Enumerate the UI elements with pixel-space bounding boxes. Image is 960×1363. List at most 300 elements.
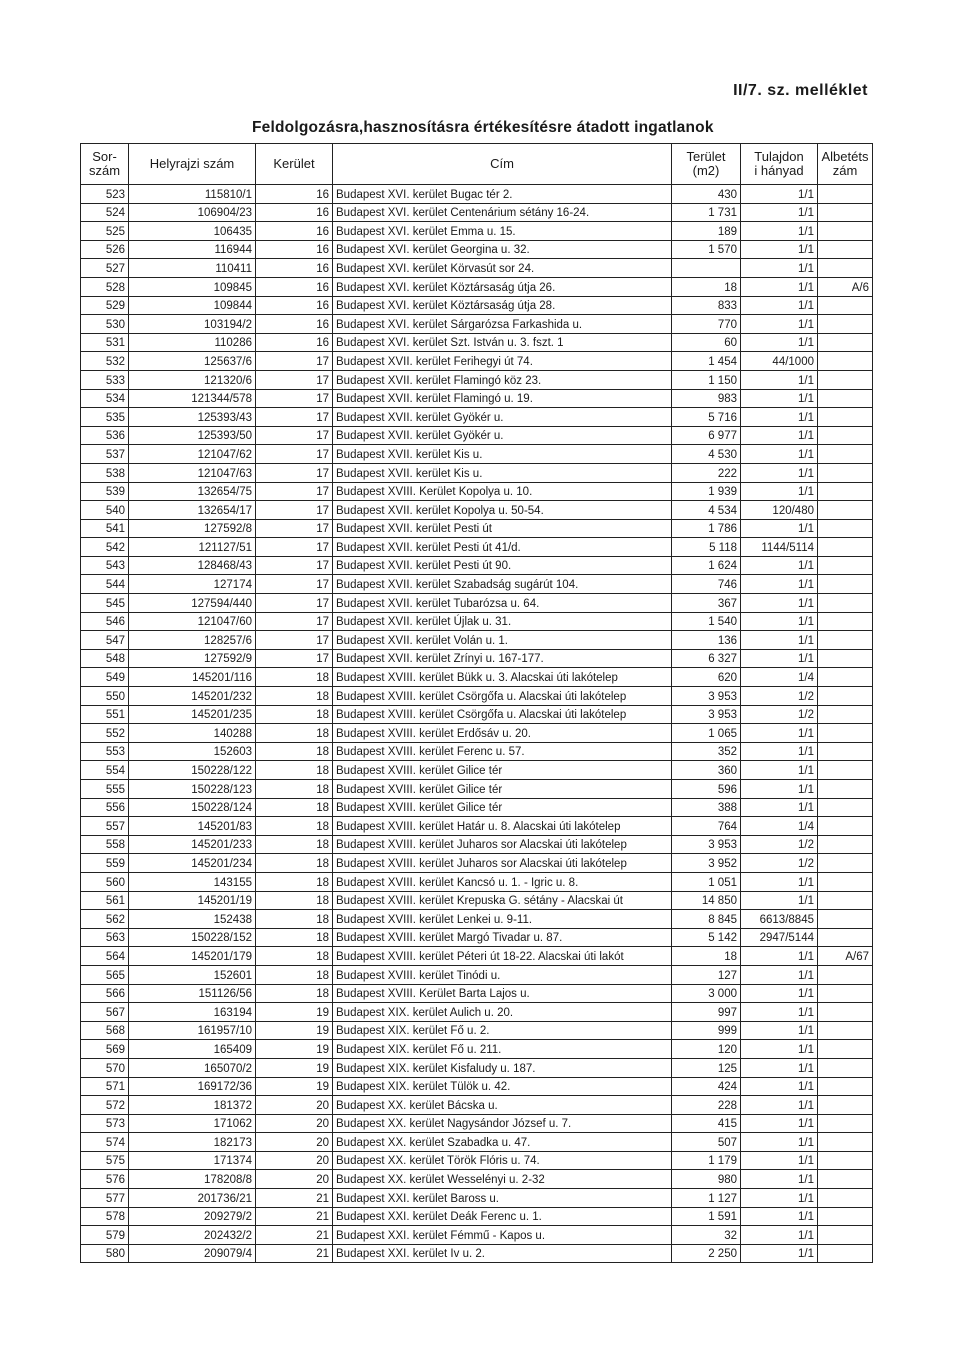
row-area: 764: [672, 817, 741, 836]
row-address: Budapest XIX. kerület Fő u. 2.: [333, 1021, 672, 1040]
row-kerulet: 19: [256, 1058, 333, 1077]
row-hrsz: 145201/179: [129, 947, 256, 966]
row-hrsz: 150228/152: [129, 928, 256, 947]
row-address: Budapest XVIII. Kerület Kopolya u. 10.: [333, 482, 672, 501]
row-address: Budapest XVI. kerület Bugac tér 2.: [333, 185, 672, 204]
table-row: [81, 1151, 873, 1170]
row-address: Budapest XVI. kerület Sárgarózsa Farkashida u.: [333, 315, 672, 334]
table-row: [81, 538, 873, 557]
table-row: [81, 1170, 873, 1189]
table-row: [81, 1003, 873, 1022]
row-ownership: 1/1: [741, 724, 818, 743]
table-row: [81, 1133, 873, 1152]
row-albetet: [818, 203, 873, 222]
row-kerulet: 18: [256, 891, 333, 910]
table-row: [81, 389, 873, 408]
row-area: 3 000: [672, 984, 741, 1003]
row-albetet: [818, 594, 873, 613]
table-row: [81, 203, 873, 222]
row-area: 5 716: [672, 408, 741, 427]
row-ownership: 1/1: [741, 1096, 818, 1115]
row-address: Budapest XVIII. kerület Tinódi u.: [333, 965, 672, 984]
property-table: [80, 143, 873, 1263]
row-address: Budapest XIX. kerület Fő u. 211.: [333, 1040, 672, 1059]
row-hrsz: 182173: [129, 1133, 256, 1152]
row-albetet: [818, 780, 873, 799]
row-albetet: [818, 984, 873, 1003]
row-address: Budapest XVII. kerület Tubarózsa u. 64.: [333, 594, 672, 613]
row-hrsz: 145201/232: [129, 687, 256, 706]
row-address: Budapest XVIII. kerület Csörgőfa u. Alacskai úti lakótelep: [333, 687, 672, 706]
table-row: [81, 408, 873, 427]
row-hrsz: 163194: [129, 1003, 256, 1022]
row-kerulet: 18: [256, 705, 333, 724]
table-row: [81, 1077, 873, 1096]
row-kerulet: 16: [256, 240, 333, 259]
row-address: Budapest XXI. kerület Baross u.: [333, 1189, 672, 1208]
row-address: Budapest XXI. kerület Iv u. 2.: [333, 1244, 672, 1263]
row-area: 14 850: [672, 891, 741, 910]
row-number: 577: [81, 1189, 129, 1208]
row-hrsz: 171374: [129, 1151, 256, 1170]
row-kerulet: 18: [256, 835, 333, 854]
row-albetet: [818, 1244, 873, 1263]
row-hrsz: 121320/6: [129, 370, 256, 389]
row-albetet: [818, 426, 873, 445]
row-albetet: [818, 1003, 873, 1022]
row-kerulet: 20: [256, 1151, 333, 1170]
row-number: 550: [81, 687, 129, 706]
row-address: Budapest XVI. kerület Köztársaság útja 26.: [333, 277, 672, 296]
row-area: 1 786: [672, 519, 741, 538]
row-address: Budapest XVIII. Kerület Barta Lajos u.: [333, 984, 672, 1003]
row-ownership: 44/1000: [741, 352, 818, 371]
row-area: 125: [672, 1058, 741, 1077]
row-address: Budapest XVII. kerület Gyökér u.: [333, 408, 672, 427]
row-ownership: 2947/5144: [741, 928, 818, 947]
row-albetet: [818, 408, 873, 427]
row-albetet: [818, 575, 873, 594]
row-number: 574: [81, 1133, 129, 1152]
table-row: [81, 928, 873, 947]
row-number: 531: [81, 333, 129, 352]
row-hrsz: 201736/21: [129, 1189, 256, 1208]
row-area: 1 731: [672, 203, 741, 222]
row-ownership: 1/1: [741, 277, 818, 296]
row-address: Budapest XVII. kerület Flamingó köz 23.: [333, 370, 672, 389]
row-ownership: 1/1: [741, 1244, 818, 1263]
row-hrsz: 125393/43: [129, 408, 256, 427]
row-hrsz: 161957/10: [129, 1021, 256, 1040]
row-number: 575: [81, 1151, 129, 1170]
table-row: [81, 872, 873, 891]
row-hrsz: 121344/578: [129, 389, 256, 408]
row-hrsz: 202432/2: [129, 1226, 256, 1245]
table-row: [81, 668, 873, 687]
row-hrsz: 209279/2: [129, 1207, 256, 1226]
row-albetet: [818, 817, 873, 836]
row-albetet: [818, 333, 873, 352]
row-number: 561: [81, 891, 129, 910]
table-row: [81, 1189, 873, 1208]
row-hrsz: 110411: [129, 259, 256, 278]
row-address: Budapest XX. kerület Török Flóris u. 74.: [333, 1151, 672, 1170]
row-address: Budapest XVII. kerület Újlak u. 31.: [333, 612, 672, 631]
row-area: 3 953: [672, 835, 741, 854]
row-number: 556: [81, 798, 129, 817]
row-ownership: 1/1: [741, 370, 818, 389]
row-number: 578: [81, 1207, 129, 1226]
row-albetet: [818, 761, 873, 780]
row-ownership: 1/1: [741, 259, 818, 278]
row-albetet: [818, 501, 873, 520]
row-number: 525: [81, 222, 129, 241]
row-hrsz: 181372: [129, 1096, 256, 1115]
table-row: [81, 370, 873, 389]
header-albetet: Albetéts zám: [818, 144, 873, 185]
row-albetet: [818, 1226, 873, 1245]
row-albetet: [818, 1114, 873, 1133]
row-kerulet: 17: [256, 426, 333, 445]
row-address: Budapest XVI. kerület Körvasút sor 24.: [333, 259, 672, 278]
table-row: [81, 910, 873, 929]
row-ownership: 1/2: [741, 705, 818, 724]
table-row: [81, 649, 873, 668]
row-hrsz: 127592/8: [129, 519, 256, 538]
row-hrsz: 121047/63: [129, 463, 256, 482]
row-area: 430: [672, 185, 741, 204]
row-hrsz: 209079/4: [129, 1244, 256, 1263]
table-row: [81, 445, 873, 464]
row-address: Budapest XVIII. kerület Juharos sor Alacskai úti lakótelep: [333, 854, 672, 873]
row-kerulet: 17: [256, 482, 333, 501]
header-kerulet: Kerület: [256, 144, 333, 185]
row-ownership: 1/1: [741, 463, 818, 482]
row-ownership: 1/1: [741, 761, 818, 780]
row-number: 572: [81, 1096, 129, 1115]
row-address: Budapest XVII. kerület Ferihegyi út 74.: [333, 352, 672, 371]
row-area: 136: [672, 631, 741, 650]
row-area: 4 530: [672, 445, 741, 464]
row-ownership: 1144/5114: [741, 538, 818, 557]
row-number: 530: [81, 315, 129, 334]
table-row: [81, 1096, 873, 1115]
row-ownership: 1/1: [741, 742, 818, 761]
row-kerulet: 18: [256, 742, 333, 761]
row-ownership: 1/1: [741, 1003, 818, 1022]
row-hrsz: 171062: [129, 1114, 256, 1133]
row-area: 1 624: [672, 556, 741, 575]
row-kerulet: 21: [256, 1189, 333, 1208]
row-address: Budapest XVII. kerület Pesti út 41/d.: [333, 538, 672, 557]
table-row: [81, 780, 873, 799]
row-area: 5 118: [672, 538, 741, 557]
table-row: [81, 742, 873, 761]
row-number: 553: [81, 742, 129, 761]
row-area: 18: [672, 947, 741, 966]
row-ownership: 1/1: [741, 185, 818, 204]
row-number: 559: [81, 854, 129, 873]
row-hrsz: 151126/56: [129, 984, 256, 1003]
row-number: 541: [81, 519, 129, 538]
row-ownership: 120/480: [741, 501, 818, 520]
row-number: 532: [81, 352, 129, 371]
row-number: 539: [81, 482, 129, 501]
row-albetet: [818, 724, 873, 743]
row-kerulet: 17: [256, 594, 333, 613]
row-number: 565: [81, 965, 129, 984]
row-address: Budapest XVII. kerület Pesti út 90.: [333, 556, 672, 575]
row-kerulet: 17: [256, 352, 333, 371]
table-row: [81, 891, 873, 910]
row-kerulet: 17: [256, 370, 333, 389]
row-ownership: 1/1: [741, 333, 818, 352]
table-row: [81, 798, 873, 817]
row-number: 568: [81, 1021, 129, 1040]
row-area: 3 952: [672, 854, 741, 873]
row-number: 555: [81, 780, 129, 799]
row-area: 1 540: [672, 612, 741, 631]
row-number: 527: [81, 259, 129, 278]
row-albetet: [818, 891, 873, 910]
row-albetet: [818, 1040, 873, 1059]
row-ownership: 1/1: [741, 389, 818, 408]
row-hrsz: 109844: [129, 296, 256, 315]
row-ownership: 1/1: [741, 1189, 818, 1208]
row-number: 544: [81, 575, 129, 594]
row-number: 548: [81, 649, 129, 668]
row-number: 533: [81, 370, 129, 389]
row-address: Budapest XVI. kerület Emma u. 15.: [333, 222, 672, 241]
row-kerulet: 20: [256, 1096, 333, 1115]
row-ownership: 1/1: [741, 482, 818, 501]
table-header-row: [81, 144, 873, 185]
row-address: Budapest XIX. kerület Aulich u. 20.: [333, 1003, 672, 1022]
table-row: [81, 1114, 873, 1133]
row-kerulet: 18: [256, 780, 333, 799]
row-kerulet: 17: [256, 408, 333, 427]
row-number: 523: [81, 185, 129, 204]
table-row: [81, 1244, 873, 1263]
row-ownership: 1/1: [741, 594, 818, 613]
row-kerulet: 16: [256, 222, 333, 241]
row-address: Budapest XVIII. kerület Krepuska G. sétány - Alacskai út: [333, 891, 672, 910]
row-area: 997: [672, 1003, 741, 1022]
table-row: [81, 705, 873, 724]
table-row: [81, 1226, 873, 1245]
row-number: 535: [81, 408, 129, 427]
row-address: Budapest XVII. kerület Kis u.: [333, 463, 672, 482]
row-ownership: 1/1: [741, 296, 818, 315]
row-number: 537: [81, 445, 129, 464]
table-row: [81, 1021, 873, 1040]
row-address: Budapest XVIII. kerület Margó Tivadar u. 87.: [333, 928, 672, 947]
row-ownership: 1/1: [741, 1170, 818, 1189]
row-ownership: 1/1: [741, 872, 818, 891]
table-row: [81, 835, 873, 854]
row-ownership: 1/1: [741, 780, 818, 799]
table-row: [81, 1207, 873, 1226]
table-row: [81, 984, 873, 1003]
row-kerulet: 21: [256, 1244, 333, 1263]
table-row: [81, 1058, 873, 1077]
table-row: [81, 482, 873, 501]
row-number: 576: [81, 1170, 129, 1189]
row-area: 127: [672, 965, 741, 984]
row-kerulet: 16: [256, 296, 333, 315]
row-albetet: [818, 742, 873, 761]
row-address: Budapest XX. kerület Bácska u.: [333, 1096, 672, 1115]
row-address: Budapest XVII. kerület Pesti út: [333, 519, 672, 538]
row-kerulet: 17: [256, 538, 333, 557]
row-albetet: [818, 631, 873, 650]
row-area: 833: [672, 296, 741, 315]
header-terulet: Terület (m2): [672, 144, 741, 185]
row-hrsz: 143155: [129, 872, 256, 891]
row-address: Budapest XX. kerület Nagysándor József u. 7.: [333, 1114, 672, 1133]
row-hrsz: 169172/36: [129, 1077, 256, 1096]
row-hrsz: 150228/124: [129, 798, 256, 817]
row-kerulet: 17: [256, 649, 333, 668]
table-row: [81, 612, 873, 631]
row-kerulet: 21: [256, 1226, 333, 1245]
row-number: 569: [81, 1040, 129, 1059]
row-hrsz: 127174: [129, 575, 256, 594]
row-kerulet: 16: [256, 333, 333, 352]
row-hrsz: 128257/6: [129, 631, 256, 650]
row-albetet: [818, 1021, 873, 1040]
table-row: [81, 817, 873, 836]
row-area: 1 150: [672, 370, 741, 389]
row-number: 538: [81, 463, 129, 482]
row-area: 120: [672, 1040, 741, 1059]
row-area: 18: [672, 277, 741, 296]
row-hrsz: 132654/17: [129, 501, 256, 520]
row-albetet: A/67: [818, 947, 873, 966]
row-hrsz: 178208/8: [129, 1170, 256, 1189]
row-kerulet: 18: [256, 872, 333, 891]
row-address: Budapest XVIII. kerület Juharos sor Alacskai úti lakótelep: [333, 835, 672, 854]
row-ownership: 1/1: [741, 965, 818, 984]
header-sorszam: Sor- szám: [81, 144, 129, 185]
row-albetet: [818, 445, 873, 464]
row-albetet: [818, 482, 873, 501]
row-albetet: [818, 1133, 873, 1152]
row-hrsz: 152438: [129, 910, 256, 929]
row-number: 552: [81, 724, 129, 743]
table-row: [81, 631, 873, 650]
row-number: 571: [81, 1077, 129, 1096]
row-area: 189: [672, 222, 741, 241]
row-kerulet: 17: [256, 389, 333, 408]
row-ownership: 1/1: [741, 426, 818, 445]
table-row: [81, 222, 873, 241]
row-ownership: 1/1: [741, 612, 818, 631]
row-kerulet: 18: [256, 668, 333, 687]
row-albetet: [818, 370, 873, 389]
row-area: 32: [672, 1226, 741, 1245]
row-kerulet: 18: [256, 798, 333, 817]
row-albetet: [818, 1189, 873, 1208]
row-address: Budapest XVIII. kerület Gilice tér: [333, 780, 672, 799]
row-hrsz: 125393/50: [129, 426, 256, 445]
row-kerulet: 19: [256, 1021, 333, 1040]
row-address: Budapest XVII. kerület Kopolya u. 50-54.: [333, 501, 672, 520]
row-number: 536: [81, 426, 129, 445]
table-row: [81, 947, 873, 966]
row-hrsz: 140288: [129, 724, 256, 743]
table-row: [81, 463, 873, 482]
row-kerulet: 18: [256, 928, 333, 947]
row-address: Budapest XVIII. kerület Bükk u. 3. Alacskai úti lakótelep: [333, 668, 672, 687]
row-area: 746: [672, 575, 741, 594]
row-kerulet: 17: [256, 612, 333, 631]
row-area: 1 179: [672, 1151, 741, 1170]
row-hrsz: 106435: [129, 222, 256, 241]
row-address: Budapest XVII. kerület Zrínyi u. 167-177.: [333, 649, 672, 668]
row-address: Budapest XIX. kerület Kisfaludy u. 187.: [333, 1058, 672, 1077]
row-address: Budapest XVIII. kerület Ferenc u. 57.: [333, 742, 672, 761]
row-hrsz: 145201/19: [129, 891, 256, 910]
row-kerulet: 19: [256, 1003, 333, 1022]
row-area: 999: [672, 1021, 741, 1040]
row-hrsz: 121047/60: [129, 612, 256, 631]
row-ownership: 1/1: [741, 1058, 818, 1077]
row-ownership: 1/1: [741, 631, 818, 650]
header-tulajdon: Tulajdon i hányad: [741, 144, 818, 185]
row-kerulet: 17: [256, 631, 333, 650]
row-kerulet: 19: [256, 1077, 333, 1096]
row-kerulet: 18: [256, 965, 333, 984]
row-kerulet: 20: [256, 1170, 333, 1189]
row-albetet: [818, 910, 873, 929]
row-number: 546: [81, 612, 129, 631]
row-number: 529: [81, 296, 129, 315]
row-area: 60: [672, 333, 741, 352]
row-hrsz: 145201/235: [129, 705, 256, 724]
row-kerulet: 17: [256, 519, 333, 538]
row-hrsz: 116944: [129, 240, 256, 259]
row-hrsz: 109845: [129, 277, 256, 296]
row-kerulet: 17: [256, 463, 333, 482]
row-ownership: 1/1: [741, 315, 818, 334]
row-area: 228: [672, 1096, 741, 1115]
row-area: 2 250: [672, 1244, 741, 1263]
row-ownership: 1/1: [741, 1077, 818, 1096]
row-albetet: [818, 1207, 873, 1226]
row-albetet: A/6: [818, 277, 873, 296]
table-row: [81, 352, 873, 371]
row-number: 560: [81, 872, 129, 891]
row-area: 6 327: [672, 649, 741, 668]
table-row: [81, 426, 873, 445]
row-ownership: 1/2: [741, 835, 818, 854]
row-address: Budapest XVI. kerület Köztársaság útja 28.: [333, 296, 672, 315]
row-address: Budapest XXI. kerület Deák Ferenc u. 1.: [333, 1207, 672, 1226]
row-kerulet: 16: [256, 277, 333, 296]
row-ownership: 1/4: [741, 817, 818, 836]
row-hrsz: 121127/51: [129, 538, 256, 557]
row-kerulet: 16: [256, 315, 333, 334]
row-ownership: 1/1: [741, 203, 818, 222]
row-albetet: [818, 315, 873, 334]
row-area: 507: [672, 1133, 741, 1152]
row-hrsz: 127592/9: [129, 649, 256, 668]
table-row: [81, 687, 873, 706]
row-hrsz: 145201/83: [129, 817, 256, 836]
row-hrsz: 152603: [129, 742, 256, 761]
row-ownership: 1/2: [741, 854, 818, 873]
